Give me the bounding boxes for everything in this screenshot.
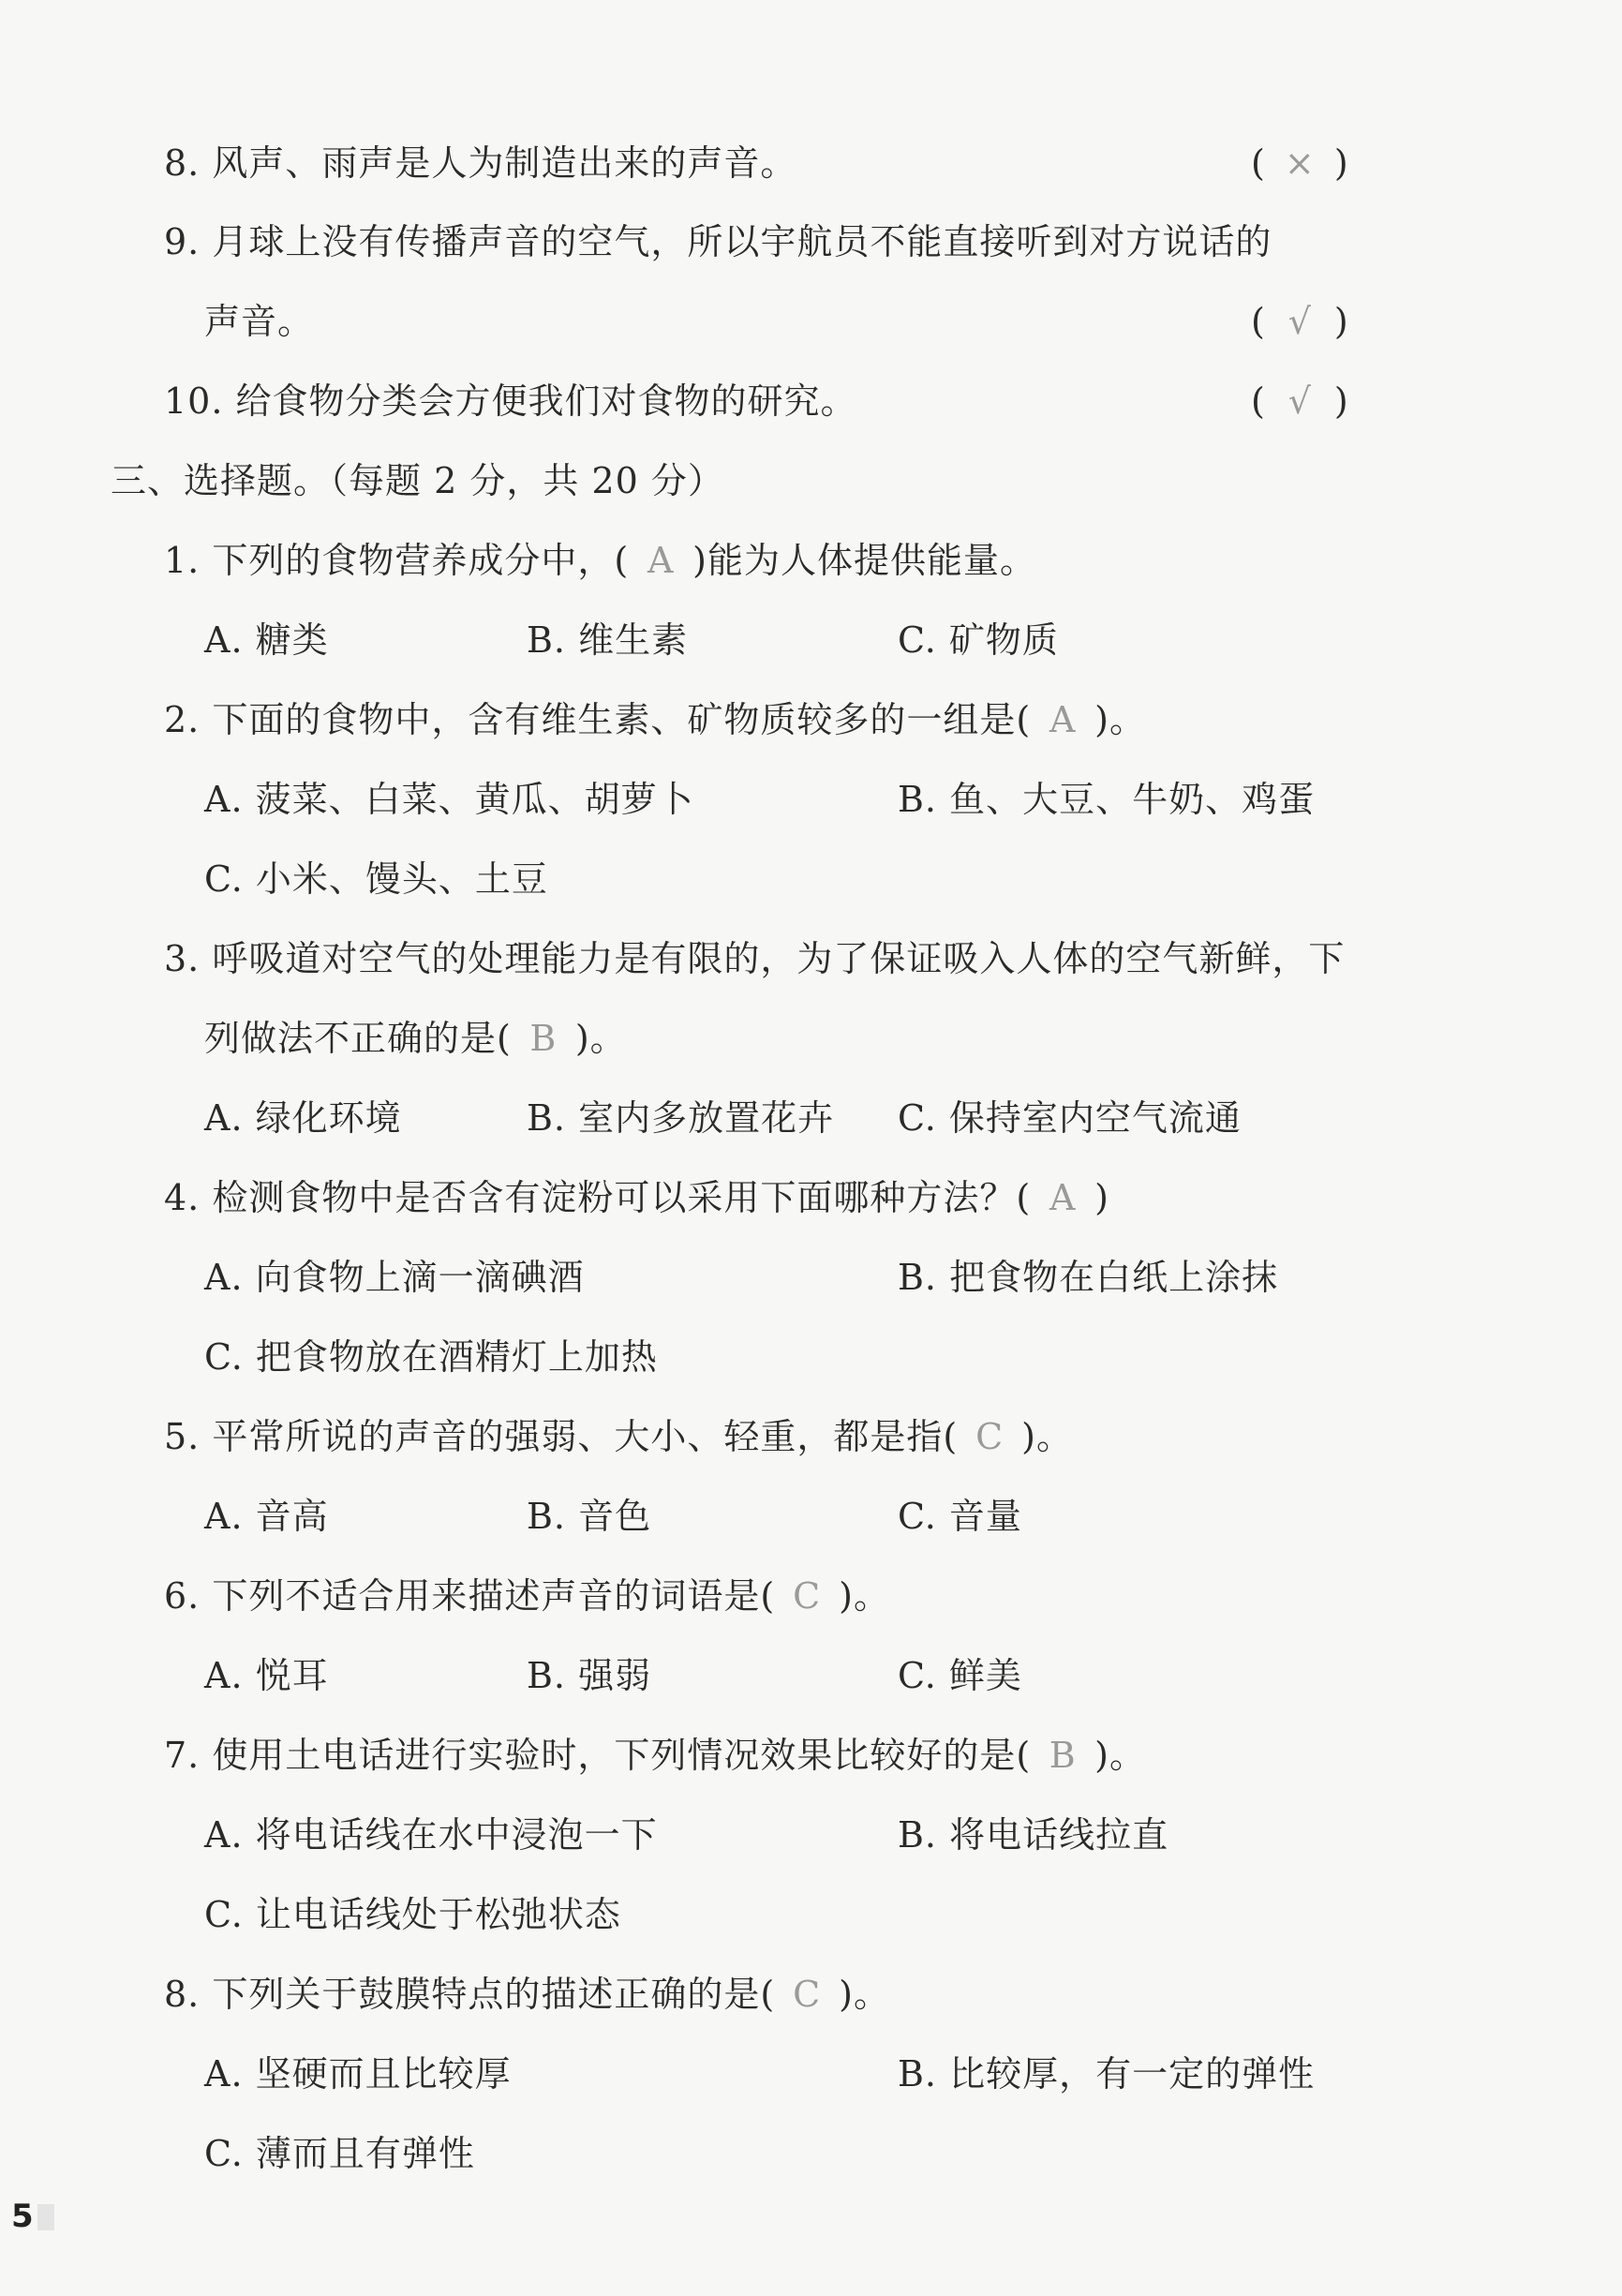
choice-q4-stem-post: )	[1094, 1177, 1109, 1218]
judge-q8-mark: ( × )	[1251, 142, 1348, 184]
choice-q6-stem-post: )。	[839, 1575, 890, 1617]
choice-q1-stem	[164, 538, 1036, 583]
choice-q7-option-a: A. 将电话线在水中浸泡一下	[204, 1814, 658, 1856]
choice-q2-option-c: C. 小米、馒头、土豆	[204, 858, 548, 900]
judge-q10-answer: √	[1287, 380, 1311, 422]
choice-q8-option-a: A. 坚硬而且比较厚	[204, 2053, 512, 2095]
choice-q3-stem-line2	[204, 1016, 627, 1061]
choice-q5-option-b: B. 音色	[527, 1496, 652, 1537]
judge-q10-text: 10. 给食物分类会方便我们对食物的研究。	[164, 380, 857, 422]
choice-q7-stem-pre: 7. 使用土电话进行实验时，下列情况效果比较好的是(	[164, 1735, 1032, 1776]
choice-q3-stem-line1: 3. 呼吸道对空气的处理能力是有限的，为了保证吸入人体的空气新鲜，下	[164, 938, 1346, 979]
choice-q2-stem-post: )。	[1094, 699, 1146, 740]
choice-q7-answer: B	[1049, 1735, 1077, 1776]
choice-q3-option-c: C. 保持室内空气流通	[898, 1097, 1242, 1139]
choice-q2-option-a: A. 菠菜、白菜、黄瓜、胡萝卜	[204, 779, 694, 820]
choice-q5-stem	[164, 1414, 1073, 1459]
judge-q9-text-line2: 声音。	[204, 301, 315, 342]
choice-q1-stem-pre: 1. 下列的食物营养成分中，(	[164, 540, 630, 581]
judge-q9-mark: ( √ )	[1251, 301, 1348, 342]
choice-q1-option-c: C. 矿物质	[898, 619, 1059, 661]
choice-q4-option-a: A. 向食物上滴一滴碘酒	[204, 1257, 585, 1298]
choice-q6-option-a: A. 悦耳	[204, 1655, 329, 1696]
page-number-tab	[37, 2204, 54, 2230]
choice-q6-option-b: B. 强弱	[527, 1655, 652, 1696]
section-title-choice: 三、选择题。（每题 2 分，共 20 分）	[111, 460, 724, 501]
judge-q9-answer: √	[1287, 301, 1311, 342]
choice-q8-answer: C	[793, 1974, 822, 2015]
choice-q8-option-c: C. 薄而且有弹性	[204, 2133, 475, 2174]
choice-q6-stem	[164, 1573, 890, 1618]
choice-q2-answer: A	[1049, 699, 1077, 740]
choice-q6-stem-pre: 6. 下列不适合用来描述声音的词语是(	[164, 1575, 776, 1617]
choice-q4-stem-pre: 4. 检测食物中是否含有淀粉可以采用下面哪种方法？(	[164, 1177, 1032, 1218]
choice-q1-answer: A	[647, 540, 675, 581]
choice-q4-answer: A	[1049, 1177, 1077, 1218]
choice-q5-option-a: A. 音高	[204, 1496, 329, 1537]
choice-q8-option-b: B. 比较厚，有一定的弹性	[898, 2053, 1316, 2095]
choice-q7-option-b: B. 将电话线拉直	[898, 1814, 1169, 1856]
choice-q6-option-c: C. 鲜美	[898, 1655, 1022, 1696]
choice-q2-stem	[164, 697, 1146, 742]
choice-q2-stem-pre: 2. 下面的食物中，含有维生素、矿物质较多的一组是(	[164, 699, 1032, 740]
judge-q8-answer: ×	[1284, 142, 1315, 184]
choice-q8-stem-pre: 8. 下列关于鼓膜特点的描述正确的是(	[164, 1974, 776, 2015]
choice-q4-stem	[164, 1175, 1109, 1220]
judge-q10-mark: ( √ )	[1251, 380, 1348, 422]
choice-q5-stem-post: )。	[1021, 1416, 1073, 1457]
choice-q7-stem	[164, 1733, 1146, 1778]
choice-q5-stem-pre: 5. 平常所说的声音的强弱、大小、轻重，都是指(	[164, 1416, 959, 1457]
choice-q8-stem-post: )。	[839, 1974, 890, 2015]
choice-q4-option-c: C. 把食物放在酒精灯上加热	[204, 1336, 658, 1378]
judge-q8-text: 8. 风声、雨声是人为制造出来的声音。	[164, 142, 797, 184]
choice-q3-stem-post: )。	[574, 1018, 627, 1059]
choice-q6-answer: C	[793, 1575, 822, 1617]
choice-q7-stem-post: )。	[1094, 1735, 1146, 1776]
page-number: 5	[11, 2198, 34, 2235]
choice-q2-option-b: B. 鱼、大豆、牛奶、鸡蛋	[898, 779, 1316, 820]
choice-q5-option-c: C. 音量	[898, 1496, 1022, 1537]
choice-q3-option-b: B. 室内多放置花卉	[527, 1097, 835, 1139]
choice-q7-option-c: C. 让电话线处于松弛状态	[204, 1894, 621, 1935]
choice-q3-option-a: A. 绿化环境	[204, 1097, 402, 1139]
choice-q8-stem	[164, 1972, 890, 2017]
choice-q3-stem-pre: 列做法不正确的是(	[204, 1018, 512, 1059]
choice-q1-stem-post: )能为人体提供能量。	[692, 540, 1036, 581]
choice-q3-answer: B	[529, 1018, 558, 1059]
choice-q1-option-a: A. 糖类	[204, 619, 329, 661]
judge-q9-text-line1: 9. 月球上没有传播声音的空气，所以宇航员不能直接听到对方说话的	[164, 221, 1272, 262]
choice-q5-answer: C	[975, 1416, 1004, 1457]
choice-q4-option-b: B. 把食物在白纸上涂抹	[898, 1257, 1279, 1298]
choice-q1-option-b: B. 维生素	[527, 619, 689, 661]
